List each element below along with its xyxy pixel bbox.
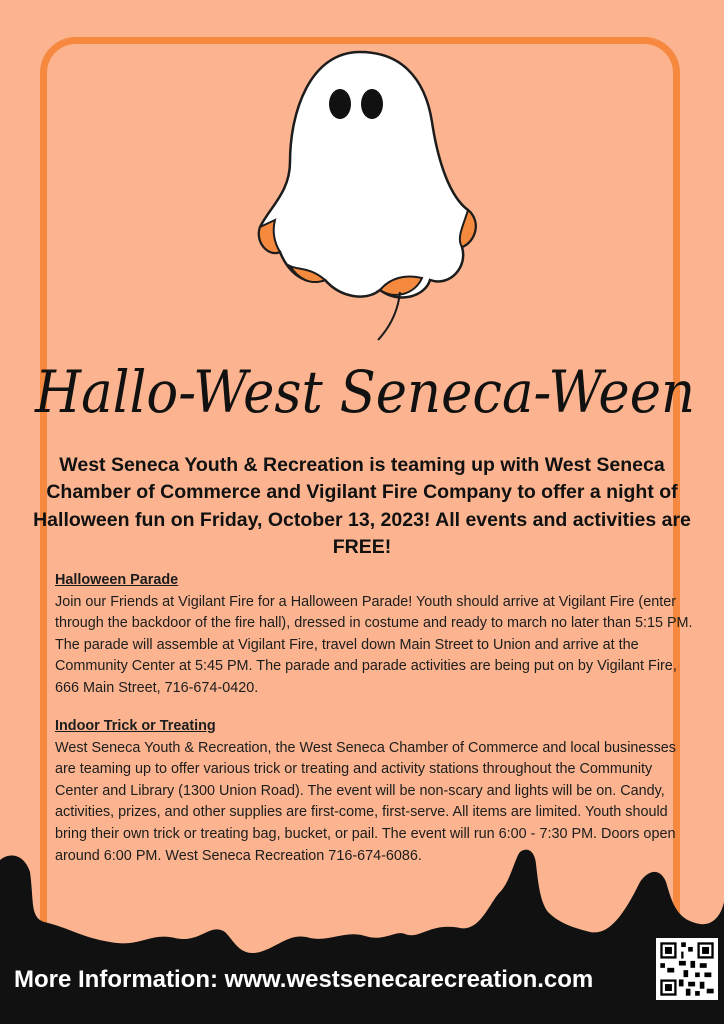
section-heading: Indoor Trick or Treating <box>55 718 216 734</box>
black-drip-border <box>0 842 724 1024</box>
event-title <box>20 340 710 450</box>
section-halloween-parade <box>55 570 695 700</box>
section-body: West Seneca Youth & Recreation, the West Seneca Chamber of Commerce and local businesses are teaming up to offer various trick or treating and activity stations throughout the Community Center and Library (1300 Union Road). The event will be non-scary and lights will be on. Candy, activities, prizes, and other supplies are first-come, first-serve. All items are limited. Youth should bring their own trick or treating bag, bucket, or pail. The event will run 6:00 - 7:30 PM. Doors open around 6:00 PM. West Seneca Recreation 716-674-6086. <box>55 739 677 864</box>
title-text: Hallo-West Seneca-Ween <box>34 358 696 426</box>
intro-text: West Seneca Youth & Recreation is teaming up with West Seneca Chamber of Commerce and Vigilant Fire Company to offer a night of Halloween fun on Friday, October 13, 2023! All events and activities are FREE! <box>33 454 691 558</box>
qr-code-icon[interactable] <box>656 938 718 1000</box>
section-body: Join our Friends at Vigilant Fire for a Halloween Parade! Youth should arrive at Vigilant Fire (enter through the backdoor of the fire hall), dressed in costume and ready to march no later than 5:15 PM. The parade will assemble at Vigilant Fire, travel down Main Street to Union and arrive at the Community Center at 5:45 PM. The parade and parade activities are being put on by Vigilant Fire, 666 Main Street, 716-674-0420. <box>55 593 693 697</box>
section-heading: Halloween Parade <box>55 572 179 588</box>
ghost-illustration <box>250 42 490 342</box>
more-information-link[interactable]: More Information: www.westsenecarecreation.com <box>14 966 594 993</box>
